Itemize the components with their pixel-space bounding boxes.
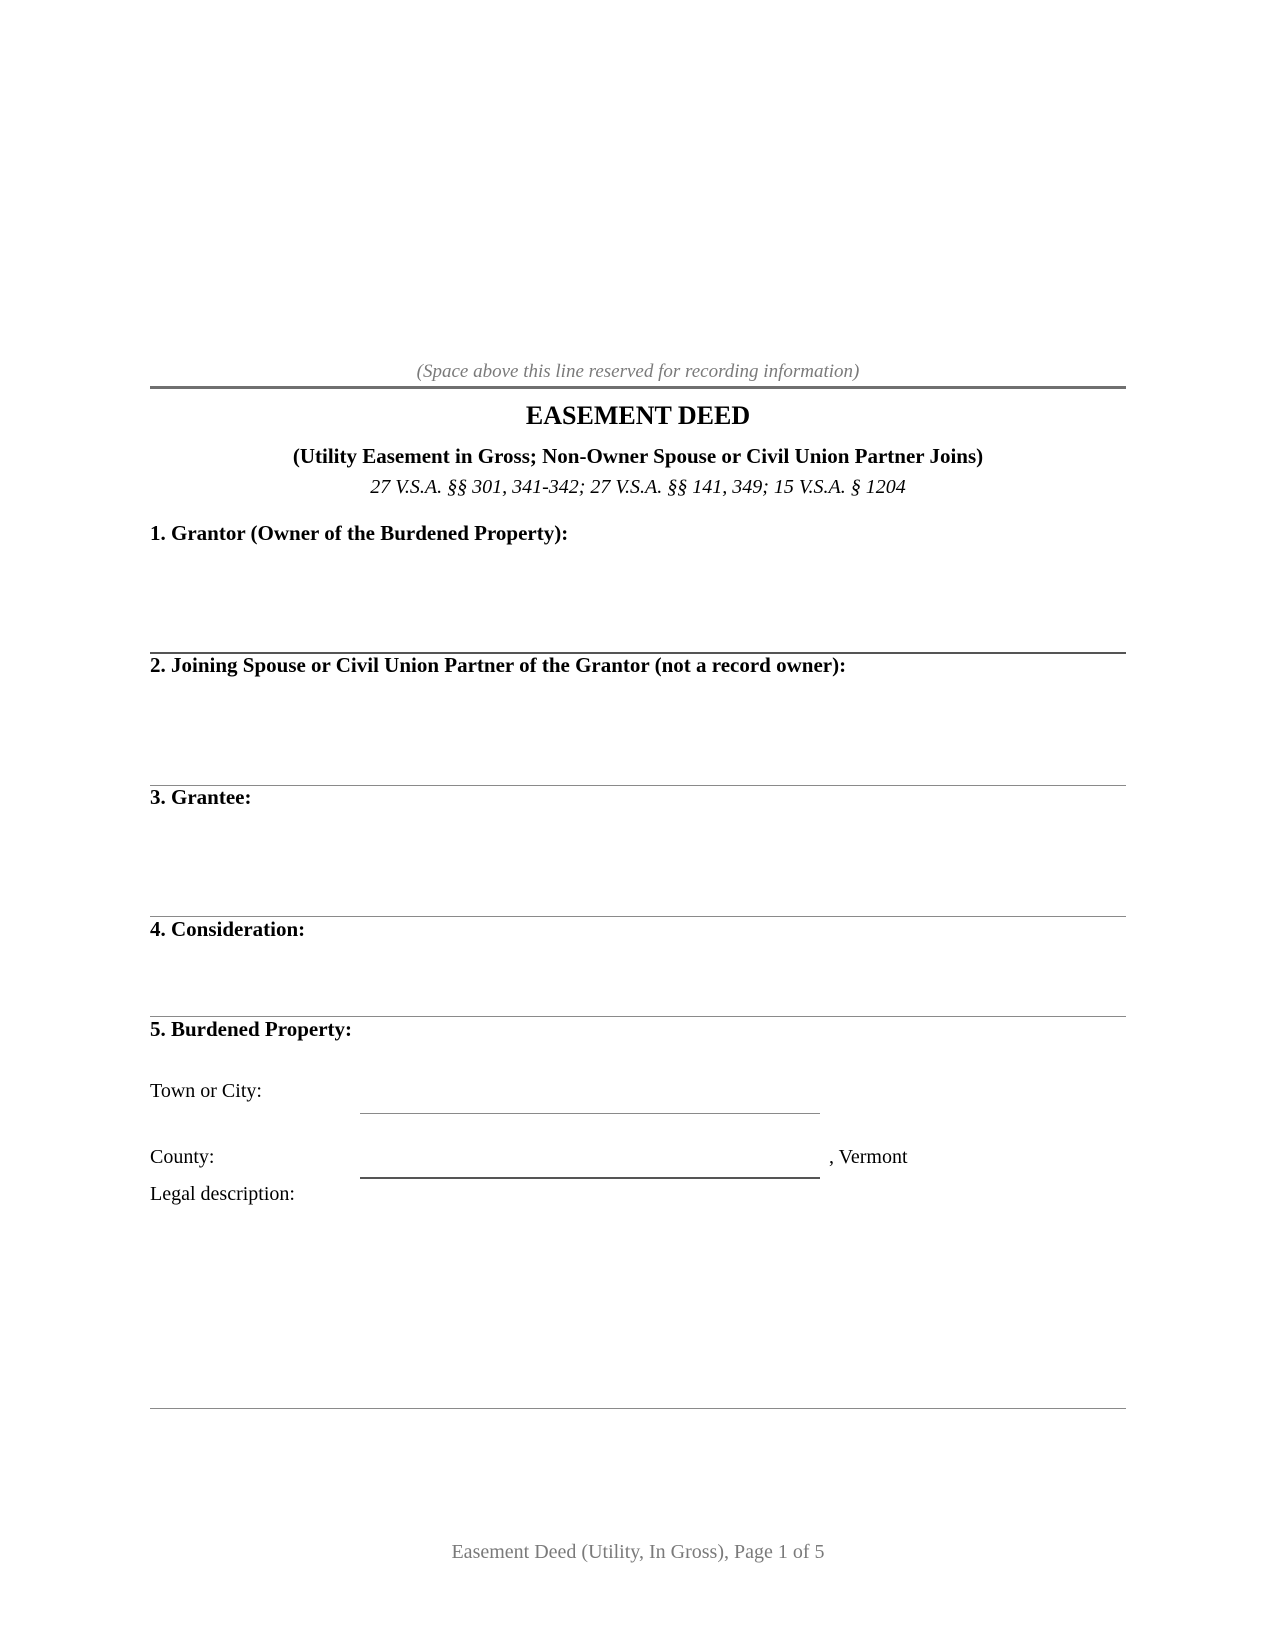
county-label: County: [150, 1146, 215, 1168]
spouse-entry-line[interactable] [150, 785, 1126, 786]
page-footer: Easement Deed (Utility, In Gross), Page 1 of 5 [451, 1541, 825, 1563]
county-field[interactable] [360, 1177, 820, 1179]
recording-divider [150, 386, 1126, 389]
grantee-heading: 3. Grantee: [150, 785, 252, 809]
document-title: EASEMENT DEED [525, 401, 751, 430]
legal-description-entry-line[interactable] [150, 1408, 1126, 1409]
recording-reserved-note: (Space above this line reserved for recording information) [416, 361, 860, 382]
legal-description-label: Legal description: [150, 1183, 295, 1205]
town-or-city-label: Town or City: [150, 1080, 262, 1102]
consideration-heading: 4. Consideration: [150, 917, 306, 941]
state-suffix: , Vermont [829, 1146, 908, 1168]
spouse-heading: 2. Joining Spouse or Civil Union Partner of the Grantor (not a record owner): [150, 653, 847, 677]
burdened-property-heading: 5. Burdened Property: [150, 1017, 353, 1041]
document-subtitle: (Utility Easement in Gross; Non-Owner Spouse or Civil Union Partner Joins) [292, 444, 984, 468]
town-or-city-field[interactable] [360, 1113, 820, 1114]
grantor-heading: 1. Grantor (Owner of the Burdened Property): [150, 521, 569, 545]
statute-citation: 27 V.S.A. §§ 301, 341-342; 27 V.S.A. §§ 141, 349; 15 V.S.A. § 1204 [370, 476, 906, 498]
